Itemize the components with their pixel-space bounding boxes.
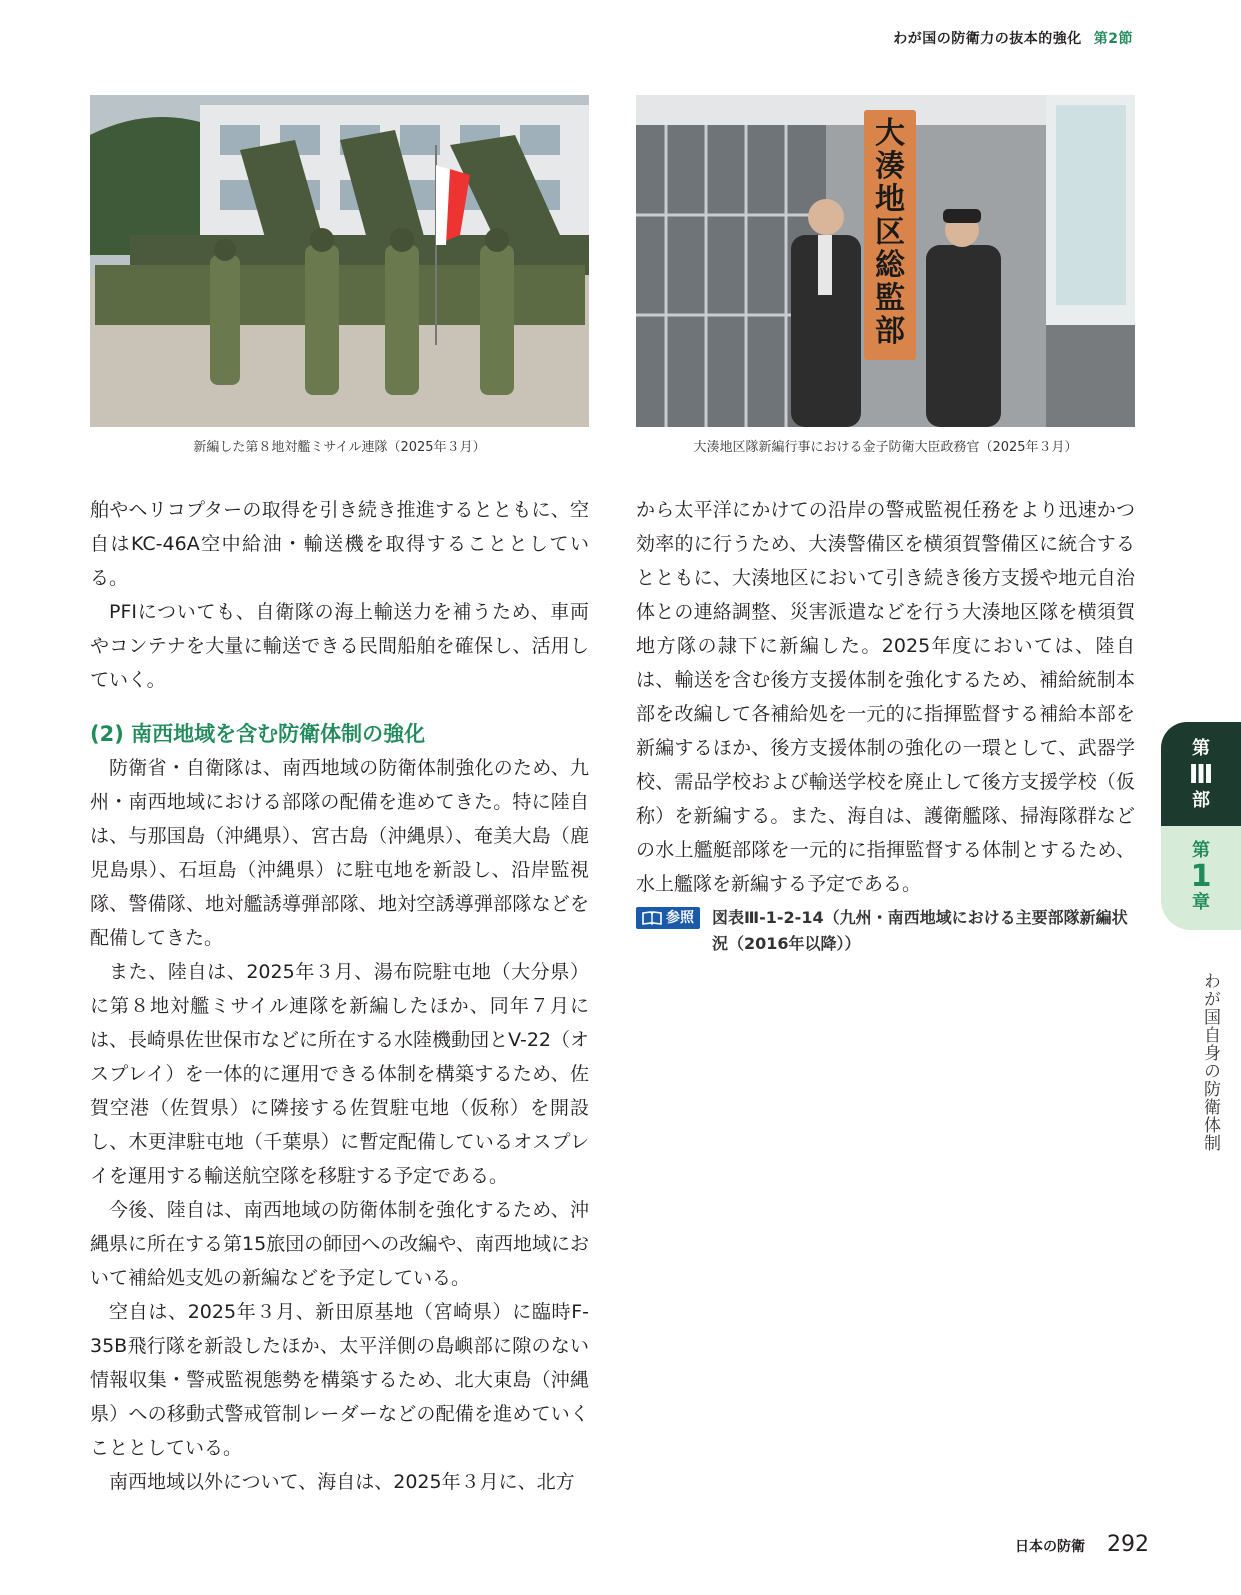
chapter-label-bottom: 章 xyxy=(1192,892,1210,913)
running-header xyxy=(893,28,1133,48)
reference-label: 参照 xyxy=(666,910,694,926)
sign-char: 地 xyxy=(875,182,905,217)
chapter-side-tab xyxy=(1161,722,1241,930)
reference-text: 図表Ⅲ-1-2-14（九州・南西地域における主要部隊新編状況（2016年以降）） xyxy=(712,908,1128,953)
part-label-bottom: 部 xyxy=(1192,790,1210,811)
sign-char: 部 xyxy=(875,314,905,349)
paragraph: PFIについても、自衛隊の海上輸送力を補うため、車両やコンテナを大量に輸送できる民間船舶を確保し、活用していく。 xyxy=(90,601,589,691)
paragraph: 今後、陸自は、南西地域の防衛体制を強化するため、沖縄県に所在する第15旅団の師団への改編や、南西地域において補給処支処の新編などを予定している。 xyxy=(90,1199,589,1289)
sign-char: 監 xyxy=(875,281,905,316)
header-title: わが国の防衛力の抜本的強化 xyxy=(893,31,1082,47)
reference-badge xyxy=(636,907,700,929)
paragraph: から太平洋にかけての沿岸の警戒監視任務をより迅速かつ効率的に行うため、大湊警備区を横須賀警備区に統合するとともに、大湊地区において引き続き後方支援や地元自治体との連絡調整、災害派遣などを行う大湊地区隊を横須賀地方隊の隷下に新編した。2025年度においては、陸自は、輸送を含む後方支援体制を強化するため、補給統制本部を改編して各補給処を一元的に指揮監督する補給本部を新編するほか、後方支援体制の強化の一環として、武器学校、需品学校および輸送学校を廃止して後方支援学校（仮称）を新編する。また、海自は、護衛艦隊、掃海隊群などの水上艦艇部隊を一元的に指揮監督する体制とするため、水上艦隊を新編する予定である。 xyxy=(636,499,1135,895)
photo-missile-regiment xyxy=(90,95,589,427)
sign-char: 大 xyxy=(875,116,905,151)
photo-ominato-ceremony xyxy=(636,95,1135,427)
body-column-left xyxy=(90,493,589,1499)
sign-char: 総 xyxy=(875,248,905,283)
paragraph: また、陸自は、2025年３月、湯布院駐屯地（大分県）に第８地対艦ミサイル連隊を新編したほか、同年７月には、長崎県佐世保市などに所在する水陸機動団とV-22（オスプレイ）を一体的に運用できる体制を構築するため、佐賀空港（佐賀県）に隣接する佐賀駐屯地（仮称）を開設し、木更津駐屯地（千葉県）に暫定配備しているオスプレイを運用する輸送航空隊を移駐する予定である。 xyxy=(90,961,589,1187)
part-label-top: 第 xyxy=(1192,738,1210,759)
page-number: 292 xyxy=(1107,1532,1149,1557)
caption-left: 新編した第８地対艦ミサイル連隊（2025年３月） xyxy=(193,440,486,455)
chapter-label-top: 第 xyxy=(1192,840,1210,861)
open-book-icon xyxy=(642,911,662,925)
paragraph: 南西地域以外について、海自は、2025年３月に、北方 xyxy=(109,1471,575,1493)
sign-char: 区 xyxy=(875,215,905,250)
chapter-title-vertical: わが国自身の防衛体制 xyxy=(1200,972,1220,1152)
paragraph: 空自は、2025年３月、新田原基地（宮崎県）に臨時F-35B飛行隊を新設したほか、太平洋側の島嶼部に隙のない情報収集・警戒監視態勢を構築するため、北大東島（沖縄県）への移動式警戒管制レーダーなどの配備を進めていくこととしている。 xyxy=(90,1301,589,1459)
page-footer xyxy=(1015,1532,1149,1557)
signboard-text xyxy=(864,117,916,348)
book-title: 日本の防衛 xyxy=(1015,1539,1085,1555)
paragraph: 防衛省・自衛隊は、南西地域の防衛体制強化のため、九州・南西地域における部隊の配備を進めてきた。特に陸自は、与那国島（沖縄県）、宮古島（沖縄県）、奄美大島（鹿児島県）、石垣島（沖縄県）に駐屯地を新設し、沿岸監視隊、警備隊、地対艦誘導弾部隊、地対空誘導弾部隊などを配備してきた。 xyxy=(90,757,589,949)
caption-right: 大湊地区隊新編行事における金子防衛大臣政務官（2025年３月） xyxy=(693,440,1078,455)
header-section: 第2節 xyxy=(1093,31,1133,47)
sign-char: 湊 xyxy=(875,149,905,184)
body-column-right xyxy=(636,493,1135,957)
figure-reference[interactable] xyxy=(636,905,1135,957)
part-number: Ⅲ xyxy=(1188,760,1214,790)
chapter-indicator xyxy=(1161,826,1241,930)
chapter-number: 1 xyxy=(1190,859,1212,894)
part-indicator xyxy=(1161,722,1241,826)
paragraph: 舶やヘリコプターの取得を引き続き推進するとともに、空自はKC-46A空中給油・輸送機を取得することとしている。 xyxy=(90,499,589,589)
section-heading: (2) 南西地域を含む防衛体制の強化 xyxy=(90,722,426,746)
